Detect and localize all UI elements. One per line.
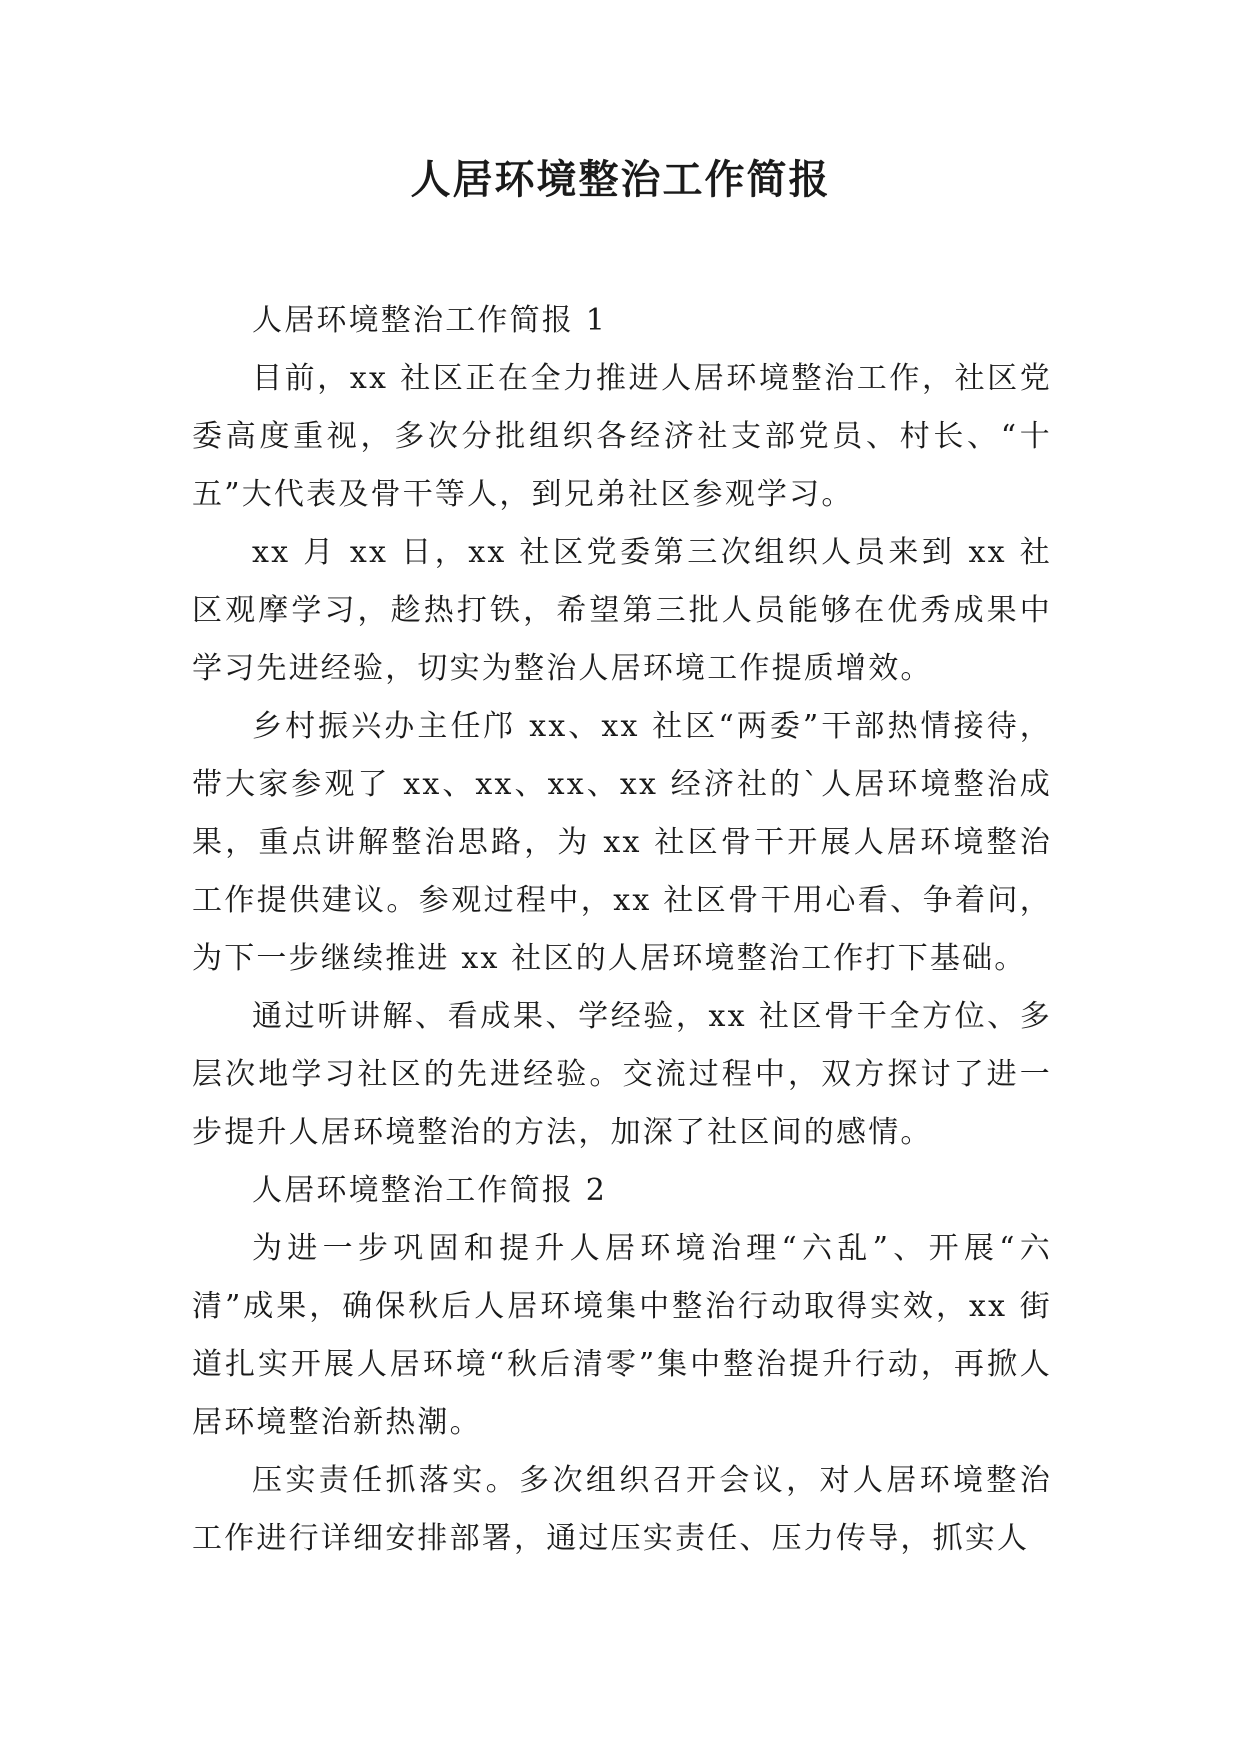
section-heading: 人居环境整治工作简报 1: [252, 303, 608, 338]
paragraph: 压实责任抓落实。多次组织召开会议，对人居环境整治工作进行详细安排部署，通过压实责任、压力传导，抓实人: [192, 1463, 1052, 1556]
paragraph: 乡村振兴办主任邝 xx、xx 社区“两委”干部热情接待，带大家参观了 xx、xx、xx、xx 经济社的`人居环境整治成果，重点讲解整治思路，为 xx 社区骨干开展人居环境整治工作提供建议。参观过程中，xx 社区骨干用心看、争着问，为下一步继续推进 xx 社区的人居环境整治工作打下基础。: [192, 709, 1052, 976]
document-title: 人居环境整治工作简报: [410, 156, 831, 203]
paragraph: 通过听讲解、看成果、学经验，xx 社区骨干全方位、多层次地学习社区的先进经验。交流过程中，双方探讨了进一步提升人居环境整治的方法，加深了社区间的感情。: [192, 999, 1052, 1150]
section-heading: 人居环境整治工作简报 2: [252, 1173, 608, 1208]
document-body: [192, 292, 1052, 1568]
paragraph: 为进一步巩固和提升人居环境治理“六乱”、开展“六清”成果，确保秋后人居环境集中整治行动取得实效，xx 街道扎实开展人居环境“秋后清零”集中整治提升行动，再掀人居环境整治新热潮。: [192, 1231, 1052, 1440]
paragraph: xx 月 xx 日，xx 社区党委第三次组织人员来到 xx 社区观摩学习，趁热打铁，希望第三批人员能够在优秀成果中学习先进经验，切实为整治人居环境工作提质增效。: [192, 535, 1052, 686]
paragraph: 目前，xx 社区正在全力推进人居环境整治工作，社区党委高度重视，多次分批组织各经济社支部党员、村长、“十五”大代表及骨干等人，到兄弟社区参观学习。: [192, 361, 1052, 512]
